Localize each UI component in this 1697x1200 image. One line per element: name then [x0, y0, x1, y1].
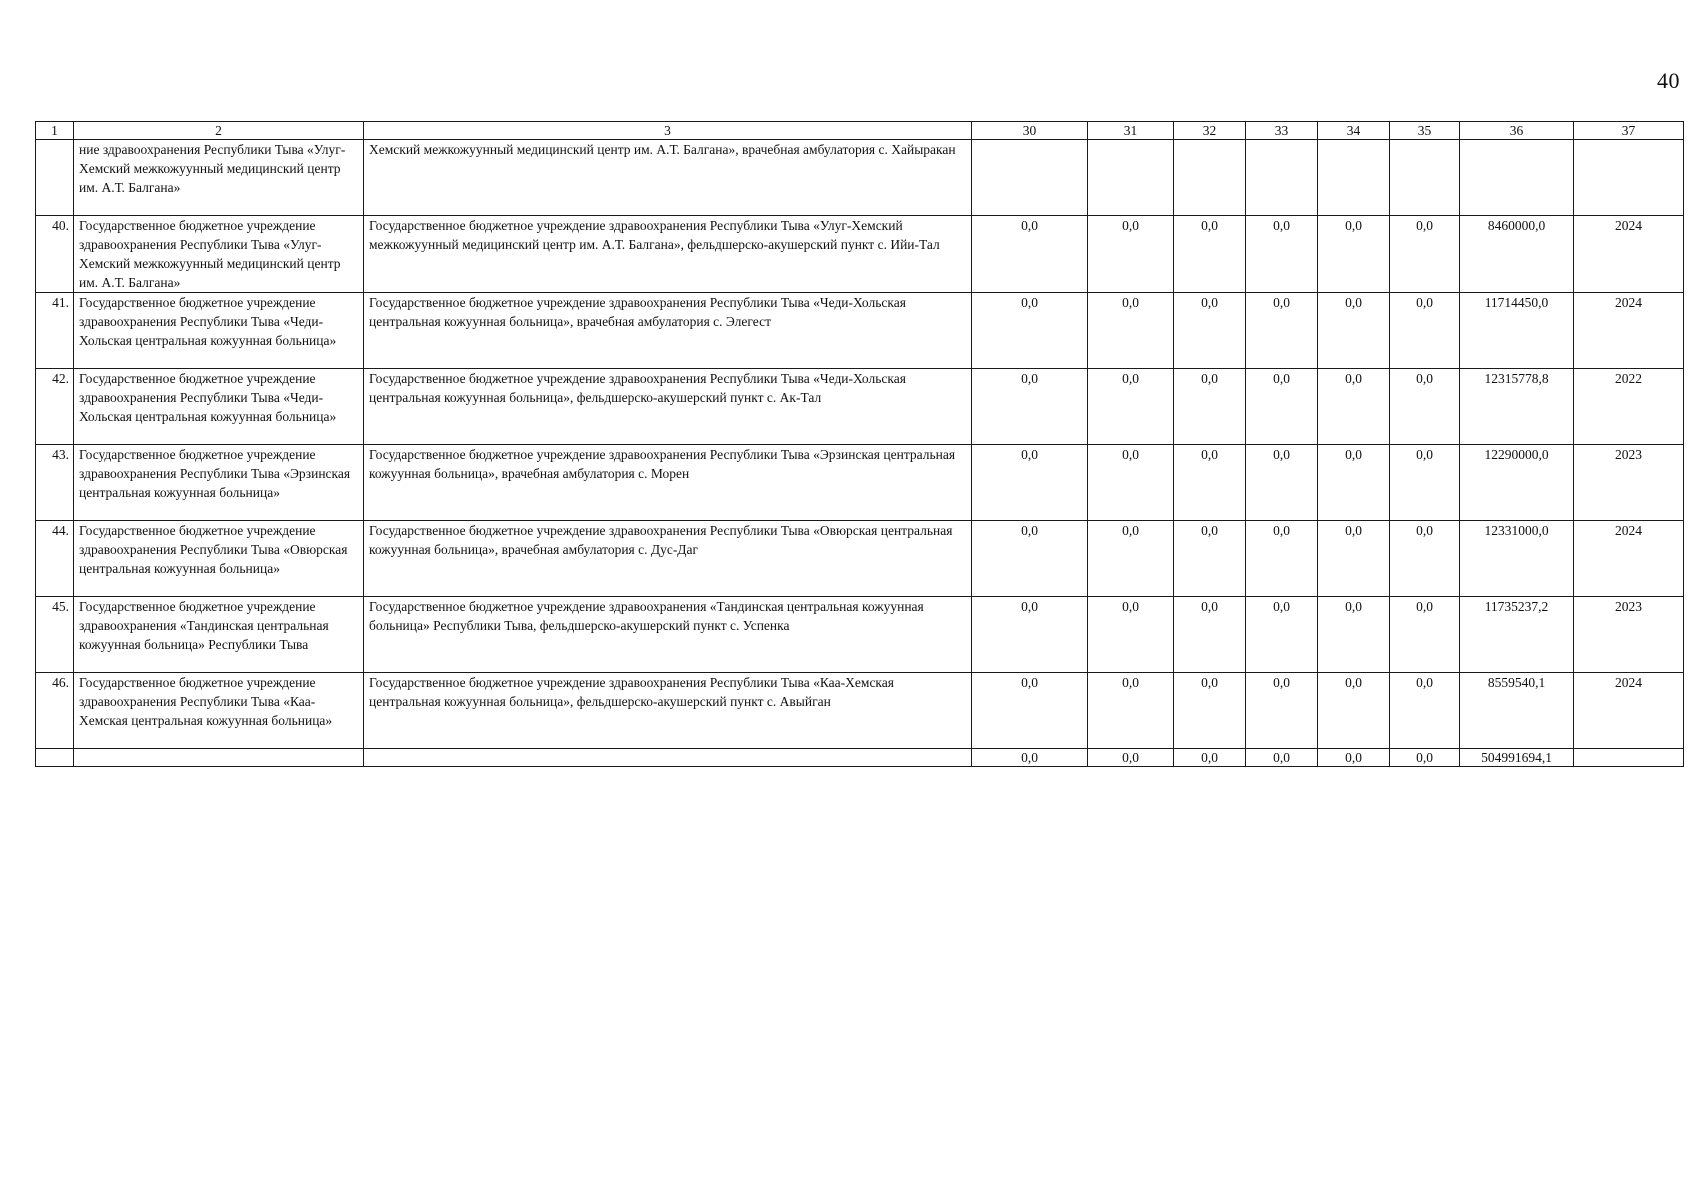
- value-cell-c33: 0,0: [1246, 521, 1318, 597]
- column-header: 36: [1460, 122, 1574, 140]
- facility-cell: Государственное бюджетное учреждение здравоохранения «Тандинская центральная кожуунная больница» Республики Тыва, фельдшерско-акушерский пункт с. Успенка: [364, 597, 972, 673]
- table-row: [36, 369, 1684, 445]
- value-cell-c31: 0,0: [1088, 521, 1174, 597]
- amount-cell: 8559540,1: [1460, 673, 1574, 749]
- value-cell-c30: 0,0: [972, 673, 1088, 749]
- value-cell-c35: 0,0: [1390, 445, 1460, 521]
- table-row: [36, 521, 1684, 597]
- column-header: 32: [1174, 122, 1246, 140]
- facility-cell: Государственное бюджетное учреждение здравоохранения Республики Тыва «Овюрская центральная кожуунная больница», врачебная амбулатория с. Дус-Даг: [364, 521, 972, 597]
- value-cell-c33: 0,0: [1246, 673, 1318, 749]
- empty-cell: [1390, 140, 1460, 216]
- table-row: [36, 216, 1684, 293]
- value-cell-c33: 0,0: [1246, 369, 1318, 445]
- amount-cell: 12331000,0: [1460, 521, 1574, 597]
- row-number-cell: 41.: [36, 293, 74, 369]
- organization-cell: Государственное бюджетное учреждение здравоохранения Республики Тыва «Чеди-Хольская центральная кожуунная больница»: [74, 369, 364, 445]
- value-cell-c34: 0,0: [1318, 216, 1390, 293]
- row-number-cell: 43.: [36, 445, 74, 521]
- row-number-cell: [36, 140, 74, 216]
- column-header-row: [36, 122, 1684, 140]
- amount-cell: 12290000,0: [1460, 445, 1574, 521]
- row-number-cell: 44.: [36, 521, 74, 597]
- total-cell-c31: 0,0: [1088, 749, 1174, 767]
- year-cell: 2024: [1574, 293, 1684, 369]
- continuation-row: [36, 140, 1684, 216]
- value-cell-c34: 0,0: [1318, 293, 1390, 369]
- value-cell-c31: 0,0: [1088, 445, 1174, 521]
- total-cell-c30: 0,0: [972, 749, 1088, 767]
- totals-row: [36, 749, 1684, 767]
- facility-cell: Государственное бюджетное учреждение здравоохранения Республики Тыва «Эрзинская центральная кожуунная больница», врачебная амбулатория с. Морен: [364, 445, 972, 521]
- amount-cell: 11735237,2: [1460, 597, 1574, 673]
- row-number-cell: 45.: [36, 597, 74, 673]
- value-cell-c30: 0,0: [972, 597, 1088, 673]
- organization-cell: Государственное бюджетное учреждение здравоохранения Республики Тыва «Каа-Хемская центральная кожуунная больница»: [74, 673, 364, 749]
- value-cell-c33: 0,0: [1246, 293, 1318, 369]
- facility-cell: Государственное бюджетное учреждение здравоохранения Республики Тыва «Каа-Хемская центральная кожуунная больница», фельдшерско-акушерский пункт с. Авыйган: [364, 673, 972, 749]
- column-header: 34: [1318, 122, 1390, 140]
- facility-cell: Государственное бюджетное учреждение здравоохранения Республики Тыва «Чеди-Хольская центральная кожуунная больница», врачебная амбулатория с. Элегест: [364, 293, 972, 369]
- value-cell-c32: 0,0: [1174, 445, 1246, 521]
- total-amount-cell: 504991694,1: [1460, 749, 1574, 767]
- year-cell: 2024: [1574, 673, 1684, 749]
- value-cell-c33: 0,0: [1246, 597, 1318, 673]
- year-cell: 2022: [1574, 369, 1684, 445]
- total-cell-c34: 0,0: [1318, 749, 1390, 767]
- empty-cell: [1174, 140, 1246, 216]
- page-number: 40: [1657, 68, 1680, 93]
- organization-cell: Государственное бюджетное учреждение здравоохранения Республики Тыва «Чеди-Хольская центральная кожуунная больница»: [74, 293, 364, 369]
- empty-cell: [1318, 140, 1390, 216]
- column-header: 33: [1246, 122, 1318, 140]
- empty-cell: [1574, 749, 1684, 767]
- value-cell-c34: 0,0: [1318, 521, 1390, 597]
- table-row: [36, 293, 1684, 369]
- column-header: 2: [74, 122, 364, 140]
- year-cell: 2023: [1574, 445, 1684, 521]
- value-cell-c32: 0,0: [1174, 293, 1246, 369]
- column-header: 3: [364, 122, 972, 140]
- value-cell-c32: 0,0: [1174, 597, 1246, 673]
- value-cell-c30: 0,0: [972, 293, 1088, 369]
- value-cell-c31: 0,0: [1088, 293, 1174, 369]
- organization-cell: Государственное бюджетное учреждение здравоохранения Республики Тыва «Улуг-Хемский межкожуунный медицинский центр им. А.Т. Балгана»: [74, 216, 364, 293]
- value-cell-c33: 0,0: [1246, 445, 1318, 521]
- column-header: 30: [972, 122, 1088, 140]
- value-cell-c34: 0,0: [1318, 445, 1390, 521]
- register-table: [35, 121, 1684, 767]
- value-cell-c31: 0,0: [1088, 597, 1174, 673]
- facility-cell: Государственное бюджетное учреждение здравоохранения Республики Тыва «Улуг-Хемский межкожуунный медицинский центр им. А.Т. Балгана», фельдшерско-акушерский пункт с. Ийи-Тал: [364, 216, 972, 293]
- value-cell-c35: 0,0: [1390, 293, 1460, 369]
- amount-cell: 8460000,0: [1460, 216, 1574, 293]
- total-cell-c33: 0,0: [1246, 749, 1318, 767]
- total-cell-c35: 0,0: [1390, 749, 1460, 767]
- value-cell-c31: 0,0: [1088, 216, 1174, 293]
- organization-cell: ние здравоохранения Республики Тыва «Улуг-Хемский межкожуунный медицинский центр им. А.Т. Балгана»: [74, 140, 364, 216]
- value-cell-c30: 0,0: [972, 216, 1088, 293]
- organization-cell: Государственное бюджетное учреждение здравоохранения Республики Тыва «Овюрская центральная кожуунная больница»: [74, 521, 364, 597]
- value-cell-c30: 0,0: [972, 521, 1088, 597]
- value-cell-c35: 0,0: [1390, 521, 1460, 597]
- empty-cell: [972, 140, 1088, 216]
- row-number-cell: 46.: [36, 673, 74, 749]
- value-cell-c34: 0,0: [1318, 597, 1390, 673]
- value-cell-c30: 0,0: [972, 369, 1088, 445]
- empty-cell: [1088, 140, 1174, 216]
- value-cell-c35: 0,0: [1390, 216, 1460, 293]
- empty-cell: [1460, 140, 1574, 216]
- value-cell-c35: 0,0: [1390, 597, 1460, 673]
- value-cell-c33: 0,0: [1246, 216, 1318, 293]
- value-cell-c32: 0,0: [1174, 369, 1246, 445]
- column-header: 37: [1574, 122, 1684, 140]
- value-cell-c34: 0,0: [1318, 369, 1390, 445]
- empty-cell: [74, 749, 364, 767]
- organization-cell: Государственное бюджетное учреждение здравоохранения Республики Тыва «Эрзинская центральная кожуунная больница»: [74, 445, 364, 521]
- empty-cell: [364, 749, 972, 767]
- facility-cell: Хемский межкожуунный медицинский центр им. А.Т. Балгана», врачебная амбулатория с. Хайыракан: [364, 140, 972, 216]
- row-number-cell: 40.: [36, 216, 74, 293]
- year-cell: 2023: [1574, 597, 1684, 673]
- column-header: 1: [36, 122, 74, 140]
- total-cell-c32: 0,0: [1174, 749, 1246, 767]
- value-cell-c35: 0,0: [1390, 673, 1460, 749]
- column-header: 31: [1088, 122, 1174, 140]
- table-row: [36, 673, 1684, 749]
- year-cell: 2024: [1574, 216, 1684, 293]
- amount-cell: 11714450,0: [1460, 293, 1574, 369]
- table-row: [36, 597, 1684, 673]
- empty-cell: [1246, 140, 1318, 216]
- value-cell-c32: 0,0: [1174, 521, 1246, 597]
- value-cell-c34: 0,0: [1318, 673, 1390, 749]
- table-row: [36, 445, 1684, 521]
- row-number-cell: 42.: [36, 369, 74, 445]
- value-cell-c30: 0,0: [972, 445, 1088, 521]
- facility-cell: Государственное бюджетное учреждение здравоохранения Республики Тыва «Чеди-Хольская центральная кожуунная больница», фельдшерско-акушерский пункт с. Ак-Тал: [364, 369, 972, 445]
- value-cell-c31: 0,0: [1088, 673, 1174, 749]
- empty-cell: [1574, 140, 1684, 216]
- amount-cell: 12315778,8: [1460, 369, 1574, 445]
- value-cell-c32: 0,0: [1174, 673, 1246, 749]
- empty-cell: [36, 749, 74, 767]
- value-cell-c31: 0,0: [1088, 369, 1174, 445]
- value-cell-c32: 0,0: [1174, 216, 1246, 293]
- value-cell-c35: 0,0: [1390, 369, 1460, 445]
- column-header: 35: [1390, 122, 1460, 140]
- year-cell: 2024: [1574, 521, 1684, 597]
- organization-cell: Государственное бюджетное учреждение здравоохранения «Тандинская центральная кожуунная больница» Республики Тыва: [74, 597, 364, 673]
